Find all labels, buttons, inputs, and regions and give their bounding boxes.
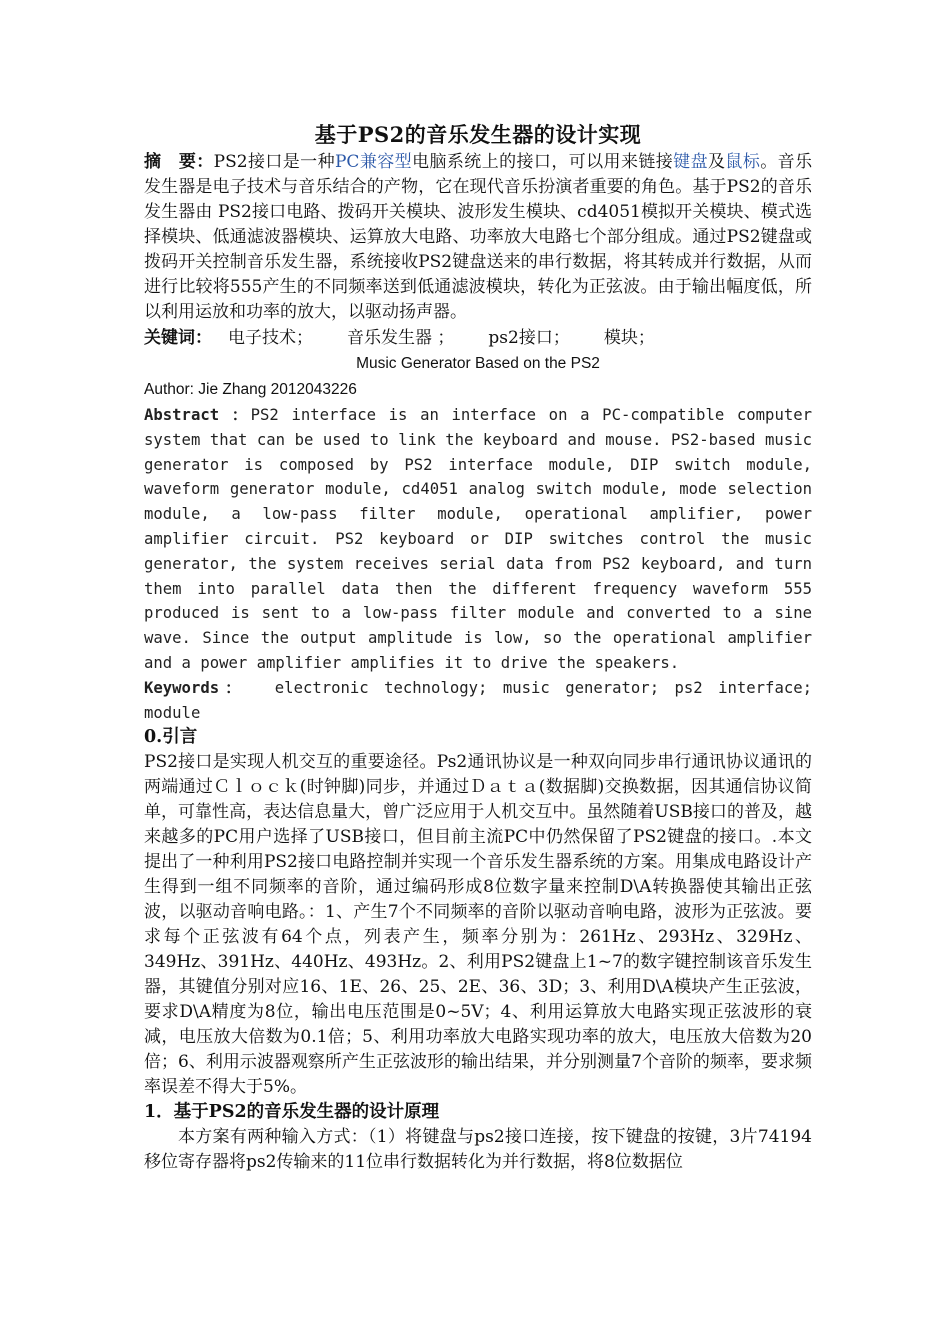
author-line: Author: Jie Zhang 2012043226 xyxy=(144,381,357,398)
link-keyboard[interactable]: 键盘 xyxy=(673,152,708,172)
abstract-en-text: PS2 interface is an interface on a PC-compatible computer system that can be used to link the keyboard and mouse. PS2-based music generator is composed by PS2 interface module, DIP switch module, waveform generator module, cd4051 analog switch module, mode selection module, a low-pass filter module, operational amplifier, power amplifier circuit. PS2 keyboard or DIP switches control the music generator, the system receives serial data from PS2 keyboard, and turn them into parallel data then the different frequency waveform 555 produced is sent to a low-pass filter module and converted to a sine wave. Since the output amplitude is low, so the operational amplifier and a power amplifier amplifies it to drive the speakers. xyxy=(144,406,812,672)
abstract-zh-label: 摘 要： xyxy=(144,152,214,172)
abstract-zh-text-2: 电脑系统上的接口，可以用来链接 xyxy=(412,152,674,172)
abstract-en-label: Abstract ： xyxy=(144,406,251,424)
abstract-zh xyxy=(144,150,812,325)
abstract-en xyxy=(144,403,812,676)
paper-content xyxy=(144,120,812,1175)
keyword-zh-item: ps2接口； xyxy=(488,328,570,348)
abstract-zh-text-4: 。音乐发生器是电子技术与音乐结合的产物，它在现代音乐扮演者重要的角色。基于PS2的音乐发生器由 PS2接口电路、拨码开关模块、波形发生模块、cd4051模拟开关模块、模式选择模块、低通滤波器模块、运算放大电路、功率放大电路七个部分组成。通过PS2键盘或拨码开关控制音乐发生器，系统接收PS2键盘送来的串行数据，将其转成并行数据，从而进行比较将555产生的不同频率送到低通滤波模块，转化为正弦波。由于输出幅度低，所以利用运放和功率的放大，以驱动扬声器。 xyxy=(144,152,813,322)
section-0-heading: 0.引言 xyxy=(144,727,198,748)
english-title: Music Generator Based on the PS2 xyxy=(356,355,600,372)
keywords-en-text: electronic technology; music generator; ps2 interface; module xyxy=(144,678,812,722)
section-0-text: PS2接口是实现人机交互的重要途径。Ps2通讯协议是一种双向同步串行通讯协议通讯的两端通过Ｃｌｏｃｋ(时钟脚)同步，并通过Ｄａｔａ(数据脚)交换数据，因其通信协议简单，可靠性高，表达信息量大，曾广泛应用于人机交互中。虽然随着USB接口的普及，越来越多的PC用户选择了USB接口，但目前主流PC中仍然保留了PS2键盘的接口。.本文提出了一种利用PS2接口电路控制并实现一个音乐发生器系统的方案。用集成电路设计产生得到一组不同频率的音阶，通过编码形成8位数字量来控制D\A转换器使其输出正弦波，以驱动音响电路。：1、产生7个不同频率的音阶以驱动音响电路，波形为正弦波。要求每个正弦波有64个点，列表产生，频率分别为：261Hz、293Hz、329Hz、349Hz、391Hz、440Hz、493Hz。2、利用PS2键盘上1~7的数字键控制该音乐发生器，其键值分别对应16、1E、26、25、2E、36、3D；3、利用D\A模块产生正弦波，要求D\A精度为8位，输出电压范围是0~5V；4、利用运算放大电路实现正弦波形的衰减，电压放大倍数为0.1倍；5、利用功率放大电路实现功率的放大，电压放大倍数为20倍；6、利用示波器观察所产生正弦波形的输出结果，并分别测量7个音阶的频率，要求频率误差不得大于5%。 xyxy=(144,752,812,1098)
link-pc-compatible[interactable]: PC兼容型 xyxy=(334,152,413,172)
link-mouse[interactable]: 鼠标 xyxy=(725,152,761,172)
keywords-zh-label: 关键词： xyxy=(144,328,212,348)
keywords-en xyxy=(144,676,812,726)
keywords-zh xyxy=(144,325,812,351)
section-1-text: 本方案有两种输入方式：（1）将键盘与ps2接口连接，按下键盘的按键，3片74194移位寄存器将ps2传输来的11位串行数据转化为并行数据，将8位数据位 xyxy=(144,1127,812,1173)
keyword-zh-item: 模块； xyxy=(603,328,655,348)
keyword-zh-item: 音乐发生器 ； xyxy=(347,328,455,348)
abstract-zh-text-3: 及 xyxy=(708,152,726,172)
page-title: 基于PS2的音乐发生器的设计实现 xyxy=(314,122,642,147)
keyword-zh-item: 电子技术； xyxy=(228,328,313,348)
keywords-en-label: Keywords： xyxy=(144,678,247,697)
section-1-heading: 1．基于PS2的音乐发生器的设计原理 xyxy=(144,1102,440,1123)
abstract-zh-text-1: PS2接口是一种 xyxy=(213,152,335,172)
